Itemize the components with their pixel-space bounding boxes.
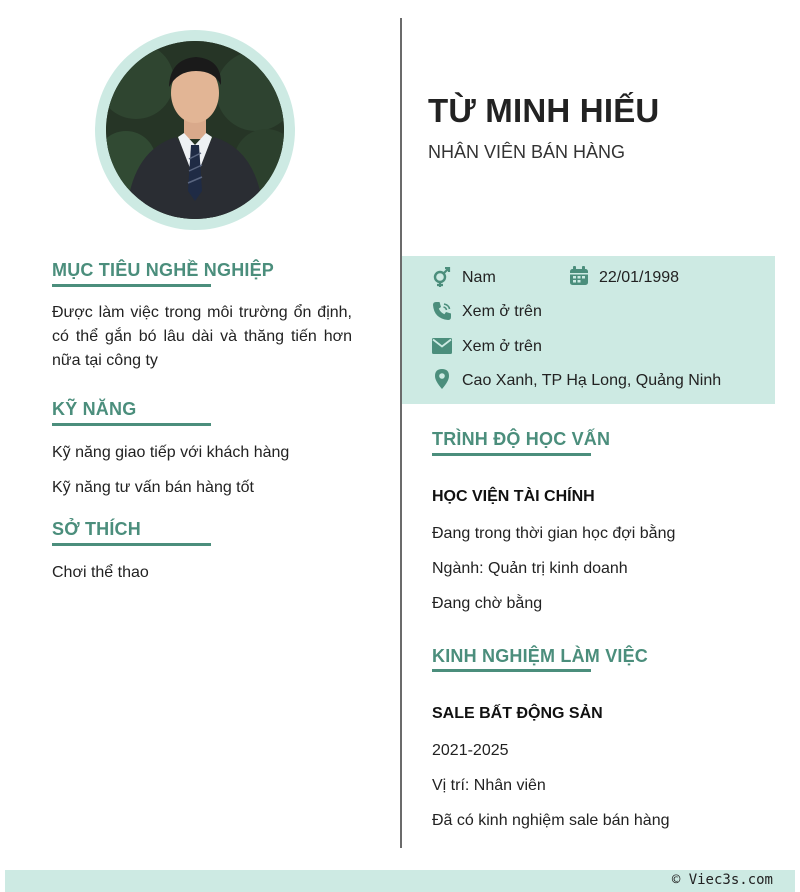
footer-bar — [5, 870, 795, 892]
education-line: Đang trong thời gian học đợi bằng — [432, 525, 676, 542]
column-divider — [400, 18, 402, 848]
avatar-photo — [106, 41, 284, 219]
address-text: Cao Xanh, TP Hạ Long, Quảng Ninh — [462, 372, 722, 389]
hobbies-underline — [52, 543, 211, 546]
skills-title: KỸ NĂNG — [52, 399, 137, 419]
education-line: Ngành: Quản trị kinh doanh — [432, 560, 628, 577]
location-pin-icon — [432, 369, 452, 389]
experience-title: KINH NGHIỆM LÀM VIỆC — [432, 646, 649, 666]
education-title: TRÌNH ĐỘ HỌC VẤN — [432, 429, 611, 449]
career-goal-underline — [52, 284, 211, 287]
education-line: Đang chờ bằng — [432, 595, 543, 612]
calendar-icon — [569, 266, 589, 286]
experience-line: 2021-2025 — [432, 742, 509, 759]
email-text: Xem ở trên — [462, 338, 542, 355]
hobbies-title: SỞ THÍCH — [52, 519, 141, 539]
gender-icon — [432, 267, 452, 287]
experience-line: Vị trí: Nhân viên — [432, 777, 546, 794]
skill-item: Kỹ năng tư vấn bán hàng tốt — [52, 479, 254, 496]
school-name: HỌC VIỆN TÀI CHÍNH — [432, 488, 595, 505]
avatar — [106, 41, 284, 219]
company-name: SALE BẤT ĐỘNG SẢN — [432, 705, 603, 722]
birthday-text: 22/01/1998 — [599, 269, 680, 286]
email-icon — [432, 336, 452, 356]
phone-text: Xem ở trên — [462, 303, 542, 320]
hobby-item: Chơi thể thao — [52, 564, 149, 581]
career-goal-title: MỤC TIÊU NGHỀ NGHIỆP — [52, 260, 275, 280]
skills-underline — [52, 423, 211, 426]
footer-copyright: © Viec3s.com — [671, 872, 773, 888]
candidate-name: TỪ MINH HIẾU — [428, 92, 660, 129]
experience-underline — [432, 669, 591, 672]
skill-item: Kỹ năng giao tiếp với khách hàng — [52, 444, 290, 461]
job-title: NHÂN VIÊN BÁN HÀNG — [428, 142, 626, 162]
gender-text: Nam — [462, 269, 496, 286]
education-underline — [432, 453, 591, 456]
phone-icon — [432, 301, 452, 321]
experience-line: Đã có kinh nghiệm sale bán hàng — [432, 812, 670, 829]
career-goal-text: Được làm việc trong môi trường ổn định, có thể gắn bó lâu dài và thăng tiến hơn nữa tại công ty — [52, 304, 352, 369]
